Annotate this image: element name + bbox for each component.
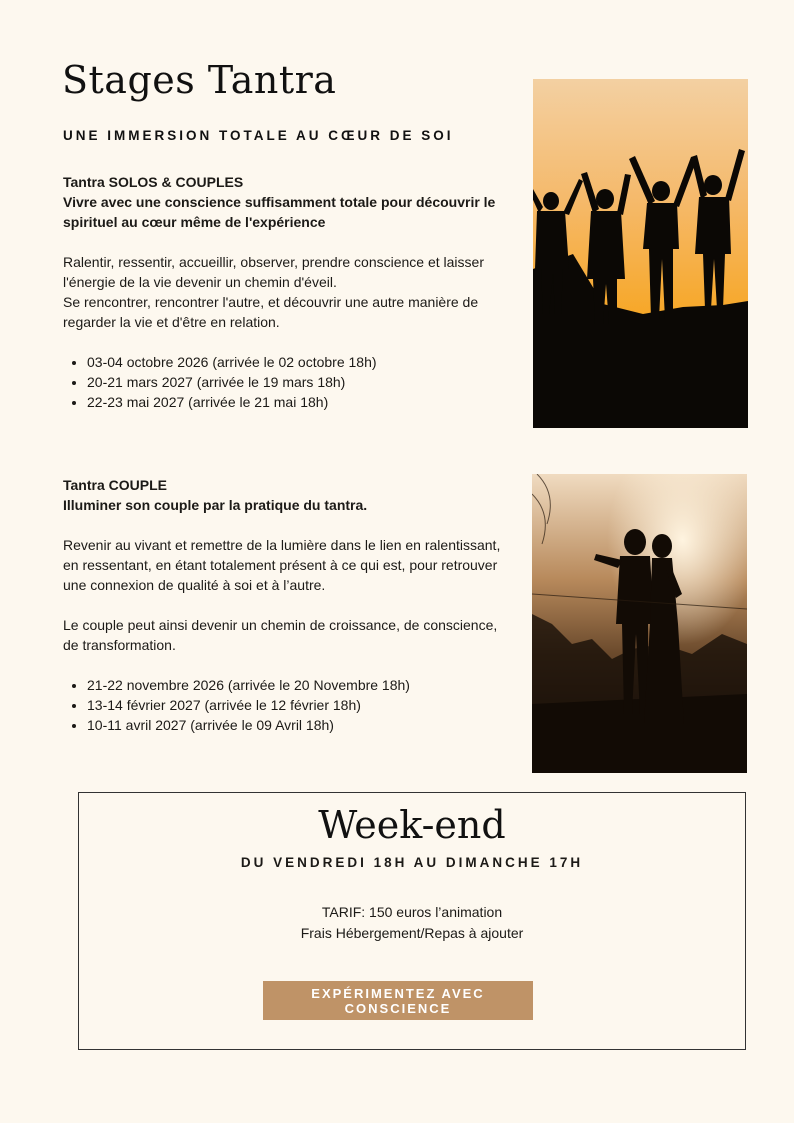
- weekend-box: [78, 792, 746, 1050]
- date-item: • 03-04 octobre 2026 (arrivée le 02 octobre 18h): [87, 352, 503, 372]
- weekend-pricing: [79, 902, 745, 944]
- section-tagline: Vivre avec une conscience suffisamment totale pour découvrir le spirituel au cœur même de l'expérience: [63, 194, 496, 230]
- section-paragraph: Se rencontrer, rencontrer l'autre, et découvrir une autre manière de regarder la vie et d'être en relation.: [63, 294, 479, 330]
- date-item: • 10-11 avril 2027 (arrivée le 09 Avril 18h): [87, 715, 503, 735]
- cta-label-line1: EXPÉRIMENTEZ AVEC: [311, 986, 485, 1001]
- section-heading: Tantra COUPLE: [63, 477, 167, 493]
- dates-list: [63, 675, 503, 735]
- date-item: • 21-22 novembre 2026 (arrivée le 20 Novembre 18h): [87, 675, 503, 695]
- couple-sunset-photo: [532, 474, 747, 773]
- date-item: • 20-21 mars 2027 (arrivée le 19 mars 18h): [87, 372, 503, 392]
- tarif-text: TARIF: 150 euros l’animation: [321, 904, 503, 920]
- dates-list: [63, 352, 503, 412]
- date-item: • 13-14 février 2027 (arrivée le 12 février 18h): [87, 695, 503, 715]
- section-couple: [63, 475, 503, 735]
- section-paragraph: Revenir au vivant et remettre de la lumière dans le lien en ralentissant, en ressentant, en étant totalement présent à ce qui est, pour retrouver une connexion de qualité à soi et à l’autre.: [63, 537, 501, 593]
- experimentez-button[interactable]: [263, 981, 533, 1020]
- group-sunset-photo: [533, 79, 748, 428]
- page-title: Stages Tantra: [62, 58, 337, 102]
- section-paragraph: Le couple peut ainsi devenir un chemin de croissance, de conscience, de transformation.: [63, 617, 498, 653]
- page-subtitle: UNE IMMERSION TOTALE AU CŒUR DE SOI: [63, 128, 454, 143]
- section-heading: Tantra SOLOS & COUPLES: [63, 174, 244, 190]
- weekend-subtitle: DU VENDREDI 18H AU DIMANCHE 17H: [240, 855, 584, 870]
- section-solos-couples: [63, 172, 503, 412]
- section-tagline: Illuminer son couple par la pratique du tantra.: [63, 497, 368, 513]
- section-paragraph: Ralentir, ressentir, accueillir, observer, prendre conscience et laisser l'énergie de la vie devenir un chemin d'éveil.: [63, 254, 484, 290]
- weekend-title: Week-end: [318, 803, 506, 847]
- cta-label-line2: CONSCIENCE: [344, 1001, 452, 1016]
- date-item: • 22-23 mai 2027 (arrivée le 21 mai 18h): [87, 392, 503, 412]
- frais-text: Frais Hébergement/Repas à ajouter: [300, 925, 524, 941]
